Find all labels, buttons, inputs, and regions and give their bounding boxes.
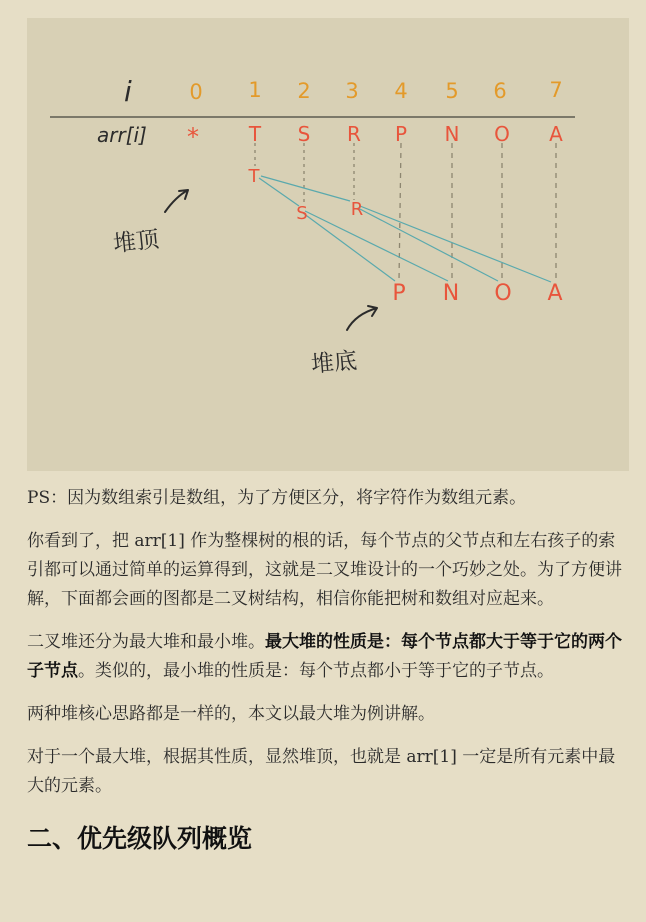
element-4: P [394,122,408,146]
index-5: 5 [445,79,459,103]
element-7: A [549,122,563,146]
element-5: N [444,122,460,146]
edge-s-p [303,213,395,281]
edge-r-a [360,206,551,282]
element-1: T [248,122,262,146]
tree-node-root: T [248,166,260,187]
index-7: 7 [549,78,563,102]
edge-s-n [305,211,448,281]
paragraph-root-index: 你看到了，把 arr[1] 作为整棵树的根的话，每个节点的父节点和左右孩子的索引都可以通过简单的运算得到，这就是二叉堆设计的一个巧妙之处。为了方便讲解，下面都会画的图都是二叉树结构，相信你能把树和数组对应起来。 [27,531,622,609]
element-3: R [347,122,361,146]
paragraph-heap-top: 对于一个最大堆，根据其性质，显然堆顶，也就是 arr[1] 一定是所有元素中最大的元素。 [27,747,616,796]
heap-top-note: 堆顶 [111,226,161,258]
tree-node-r: R [350,199,364,220]
max-heap-property: 最大堆的性质是：每个节点都大于等于它的两个子节点 [27,632,622,681]
index-2: 2 [297,79,311,103]
heap-diagram [27,18,629,471]
paragraph-heap-types [27,628,627,686]
heap-top-arrow-icon [165,190,188,212]
heap-types-intro: 二叉堆还分为最大堆和最小堆。 [27,632,265,652]
tree-node-a: A [547,281,563,306]
index-0: 0 [189,80,203,104]
array-row-label: arr[i] [97,123,147,147]
heap-array-figure [27,18,629,471]
element-0: * [187,123,199,151]
index-4: 4 [394,79,408,103]
tree-node-s: S [296,203,308,224]
index-3: 3 [345,79,359,103]
connector-4 [399,143,401,281]
tree-node-p: P [392,281,406,306]
min-heap-property: 。类似的，最小堆的性质是：每个节点都小于等于它的子节点。 [78,661,554,681]
article-body [27,484,627,857]
tree-node-n: N [442,281,460,306]
edge-r-o [358,208,498,281]
index-1: 1 [248,78,262,102]
index-row-label: i [124,75,132,108]
index-6: 6 [493,79,507,103]
element-6: O [494,122,510,146]
heap-bottom-note: 堆底 [310,348,359,379]
element-2: S [297,122,311,146]
edge-t-s [259,178,299,206]
paragraph-ps: PS：因为数组索引是数组，为了方便区分，将字符作为数组元素。 [27,488,527,508]
paragraph-same-idea: 两种堆核心思路都是一样的，本文以最大堆为例讲解。 [27,704,435,724]
section-heading: 二、优先级队列概览 [27,824,253,853]
heap-bottom-arrow-icon [347,306,377,330]
tree-node-o: O [494,281,512,306]
